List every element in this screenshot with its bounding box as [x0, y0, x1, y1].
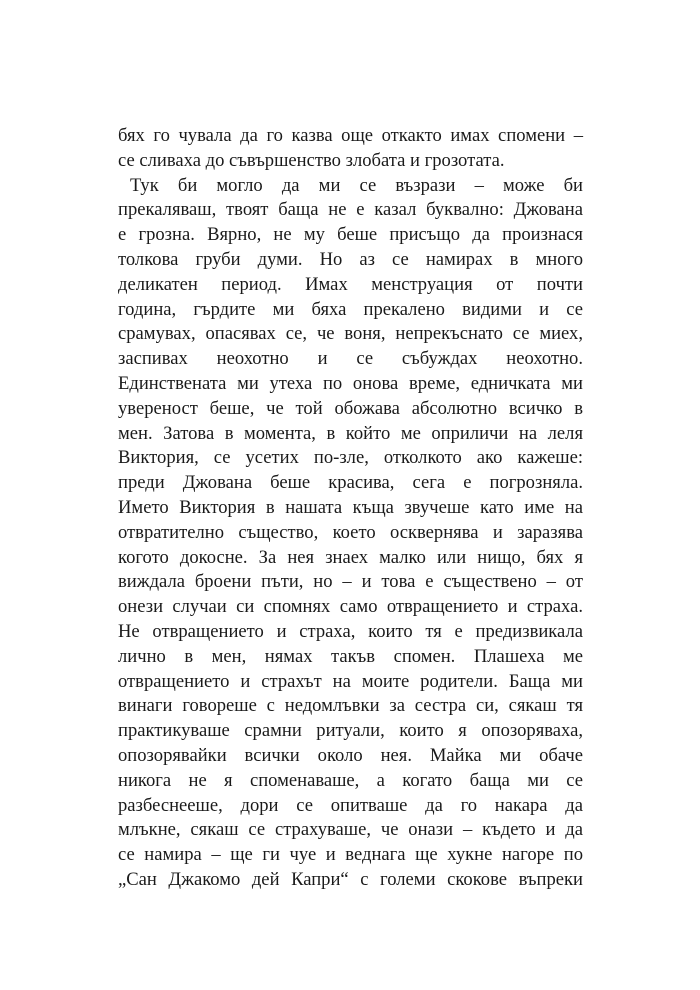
text-line: Виктория, се усетих по-зле, отколкото ако кажеше:: [118, 447, 583, 469]
paragraph-start-line: Тук би могло да ми се възрази – може би: [130, 174, 583, 196]
text-line: млъкне, сякаш се страхуваше, че онази – където и да: [118, 819, 583, 841]
text-line: „Сан Джакомо дей Капри“ с големи скокове въпреки: [118, 868, 583, 890]
text-line: практикуваше срамни ритуали, които я опозоряваха,: [118, 720, 583, 742]
paragraph-end-line: се сливаха до съвършенство злобата и грозотата.: [118, 149, 505, 171]
text-line: винаги говореше с недомлъвки за сестра си, сякаш тя: [118, 695, 583, 717]
text-line: отвратително същество, което осквернява и заразява: [118, 521, 583, 543]
text-line: онези случаи си спомнях само отвращението и страха.: [118, 596, 583, 618]
text-line: разбеснееше, дори се опитваше да го накара да: [118, 794, 583, 816]
text-line: толкова груби думи. Но аз се намирах в много: [118, 248, 583, 270]
text-line: виждала броени пъти, но – и това е съществено – от: [118, 571, 583, 593]
text-line: увереност беше, че той обожава абсолютно всичко в: [118, 397, 583, 419]
text-line: бях го чувала да го казва още откакто имах спомени –: [118, 125, 583, 146]
text-line: мен. Затова в момента, в който ме оприличи на леля: [118, 422, 583, 444]
text-line: преди Джована беше красива, сега е погрозняла.: [118, 472, 583, 494]
text-line: срамувах, опасявах се, че воня, непрекъснато се миех,: [118, 323, 583, 345]
text-line: Името Виктория в нашата къща звучеше като име на: [118, 496, 583, 518]
text-line: лично в мен, нямах такъв спомен. Плашеха ме: [118, 645, 583, 667]
text-line: деликатен период. Имах менструация от почти: [118, 273, 583, 295]
text-line: е грозна. Вярно, не му беше присъщо да произнася: [118, 224, 583, 246]
text-line: Единствената ми утеха по онова време, едничката ми: [118, 372, 583, 394]
body-text: [118, 124, 583, 893]
text-line: опозорявайки всички около нея. Майка ми обаче: [118, 744, 583, 766]
text-line: се намира – ще ги чуе и веднага ще хукне нагоре по: [118, 844, 583, 866]
text-line: заспивах неохотно и се събуждах неохотно.: [118, 348, 583, 370]
text-line: никога не я споменаваше, а когато баща ми се: [118, 769, 583, 791]
text-line: отвращението и страхът на моите родители. Баща ми: [118, 670, 583, 692]
text-line: година, гърдите ми бяха прекалено видими и се: [118, 298, 583, 320]
text-line: прекаляваш, твоят баща не е казал буквално: Джована: [118, 199, 583, 221]
text-line: Не отвращението и страха, които тя е предизвикала: [118, 620, 583, 642]
text-line: когото докосне. За нея знаех малко или нищо, бях я: [118, 546, 583, 568]
